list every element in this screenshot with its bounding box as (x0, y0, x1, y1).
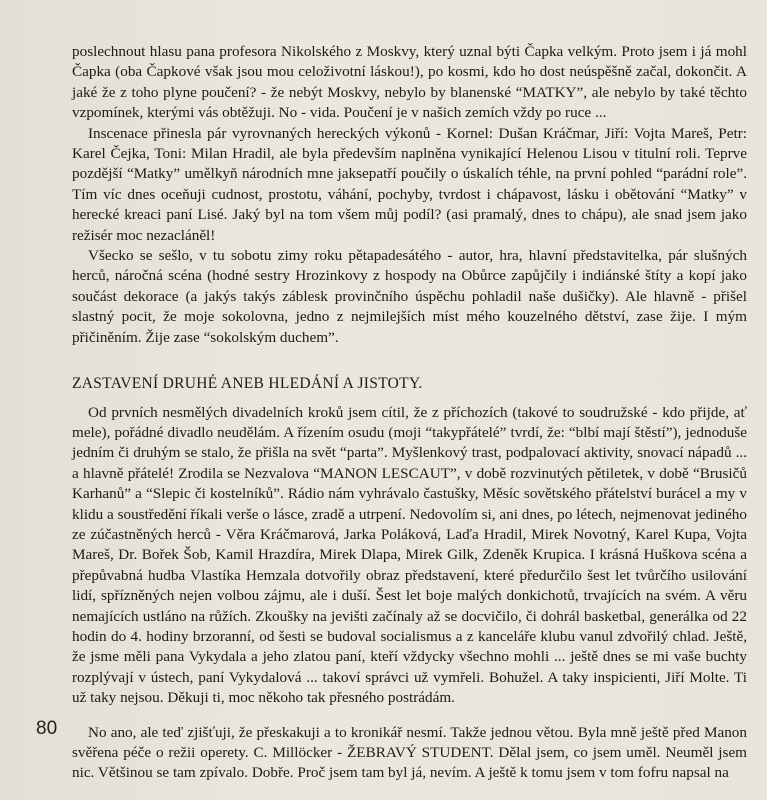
paragraph: poslechnout hlasu pana profesora Nikolského z Moskvy, který uznal býti Čapka velkým. Proto jsem i já mohl Čapka (oba Čapkové však jsou mou celoživotní láskou!), po kosmi, kdo ho dost neúspěšně začal, dokončit. A jaké že z toho plyne poučení? - že nebýt Moskvy, nebylo by blanenské “MATKY”, ale nebylo by také těchto vzpomínek, kterými vás obtěžuji. No - vida. Poučení je v našich zemích vždy po ruce ... (72, 43, 747, 122)
paragraph: No ano, ale teď zjišťuji, že přeskakuji a to kronikář nesmí. Takže jednou větou. Byla mně ještě před Manon svěřena péče o režii operety. C. Millöcker - ŽEBRAVÝ STUDENT. Dělal jsem, co jsem uměl. Neuměl jsem nic. Většinou se tam zpívalo. Dobře. Proč jsem tam byl já, nevím. A ještě k tomu jsem v tom fofru napsal na (72, 723, 747, 782)
paragraph: Od prvních nesmělých divadelních kroků jsem cítil, že z příchozích (takové to soudružské - kdo přijde, ať mele), pořádné divadlo neudělám. A řízením osudu (moji “takypřátelé” tvrdí, že: “blbí mají štěstí”), jednoduše jedním či druhým se stalo, že přišla na svět “parta”. Myšlenkový trast, podpalovací aktivity, snovací nápadů ... a hlavně přátelé! Zrodila se Nezvalova “MANON LESCAUT”, v době rozvinutých pětiletek, v době “Brusičů Karhanů” a “Slepic či kostelníků”. Rádio nám vyhrávalo častušky, Měsíc sovětského přátelství burácel a my v klidu a soustředění říkali verše o lásce, zradě a utrpení. Nedovolím si, ani dnes, po létech, nejmenovat jediného ze zúčastněných herců - Věra Kráčmarová, Jarka Poláková, Laďa Hradil, Mirek Novotný, Karel Kupa, Vojta Mareš, Dr. Bořek Šob, Kamil Hrazdíra, Mirek Dlapa, Mirek Gilk, Zdeněk Krupica. I krásná Huškova scéna a přepůvabná hudba Vlastíka Hemzala dotvořily obraz představení, které předurčilo šest let tvůrčího usilování lidí, spřízněných nejen volbou zájmu, ale i duší. Šest let boje malých donkichotů, trvajících na svém. A věru nemajících ustláno na růžích. Zkoušky na jevišti začínaly až se docvičilo, či dohrál basketbal, generálka od 22 hodin do 4. hodiny brzoranní, od šesti se budoval socialismus a z kanceláře klubu vanul zdvořilý chlad. Ještě, že jsme měli pana Vykydala a jeho zlatou paní, kteří vždycky všechno mohli ... ještě dnes se mi vaše buchty rozplývají v ústech, paní Vykydalová ... takoví správci už vymřeli. Bohužel. A taky inspicienti, Jiří Molte. Ti už taky nejsou. Děkuji ti, moc někoho tak přesného postrádám. (72, 403, 747, 707)
paragraph: Všecko se sešlo, v tu sobotu zimy roku pětapadesátého - autor, hra, hlavní představitelka, pár slušných herců, náročná scéna (hodné sestry Hrozinkovy z hospody na Obůrce zapůjčily i indiánské štíty a kopí jako součást dekorace (a jakýs takýs záblesk provinčního úspěchu pohladil naše dušičky). Ale hlavně - přišel slastný pocit, že moje sokolovna, jedno z nejmilejších míst mého kouzelného dětství, zase žije. I mým přičiněním. Žije zase “sokolským duchem”. (72, 247, 747, 346)
page-body (72, 42, 747, 784)
page-number: 80 (36, 718, 58, 739)
section-heading: ZASTAVENÍ DRUHÉ ANEB HLEDÁNÍ A JISTOTY. (72, 375, 423, 393)
paragraph: Inscenace přinesla pár vyrovnaných hereckých výkonů - Kornel: Dušan Kráčmar, Jiří: Vojta Mareš, Petr: Karel Čejka, Toni: Milan Hradil, ale byla především naplněna vynikající Helenou Lisou v titulní roli. Teprve pozdější “Matky” umělkyň národních mne jaksepatří poučily o úskalích téhle, na první pohled “parádní role”. Tím víc dnes oceňuji cudnost, prostotu, váhání, pochyby, tvrdost i chápavost, lásku i obětování “Matky” v herecké kreaci paní Lisé. Jaký byl na tom všem můj podíl? (asi pramalý, dnes to chápu), ale snad jsem jako režisér moc nezacláněl! (72, 124, 747, 244)
